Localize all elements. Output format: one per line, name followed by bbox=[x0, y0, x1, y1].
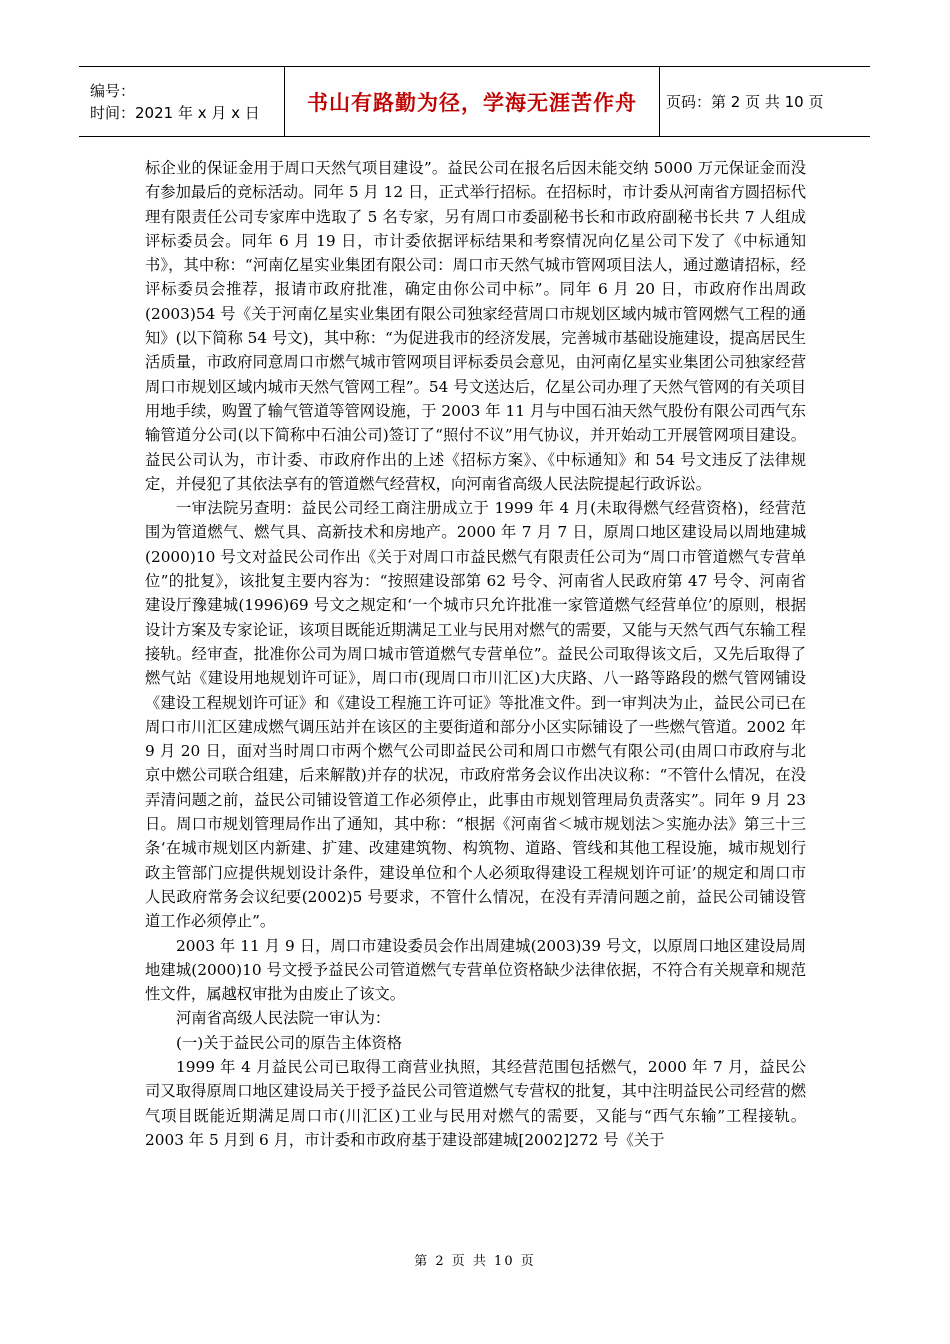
body-paragraph: 2003 年 11 月 9 日，周口市建设委员会作出周建城(2003)39 号文，以原周口地区建设局周地建城(2000)10 号文授予益民公司管道燃气专营单位资格缺少法律依据，不符合有关规章和规范性文件，属越权审批为由废止了该文。 bbox=[145, 936, 806, 1004]
body-paragraph: 一审法院另查明：益民公司经工商注册成立于 1999 年 4 月(未取得燃气经营资格)，经营范围为管道燃气、燃气具、高新技术和房地产。2000 年 7 月 7 日，原周口地区建设局以周地建城(2000)10 号文对益民公司作出《关于对周口市益民燃气有限责任公司为“周口市管道燃气专营单位”的批复》，该批复主要内容为：“按照建设部第 62 号令、河南省人民政府第 47 号令、河南省建设厅豫建城(1996)69 号文之规定和‘一个城市只允许批准一家管道燃气经营单位’的原则，根据设计方案及专家论证，该项目既能近期满足工业与民用对燃气的需要，又能与天然气西气东输工程接轨。经审查，批准你公司为周口城市管道燃气专营单位”。益民公司取得该文后，又先后取得了燃气站《建设用地规划许可证》，周口市(现周口市川汇区)大庆路、八一路等路段的燃气管网铺设《建设工程规划许可证》和《建设工程施工许可证》等批准文件。到一审判决为止，益民公司已在周口市川汇区建成燃气调压站并在该区的主要街道和部分小区实际铺设了一些燃气管道。2002 年 9 月 20 日，面对当时周口市两个燃气公司即益民公司和周口市燃气有限公司(由周口市政府与北京中燃公司联合组建，后来解散)并存的状况，市政府常务会议作出决议称：“不管什么情况，在没弄清问题之前，益民公司铺设管道工作必须停止，此事由市规划管理局负责落实”。同年 9 月 23 日。周口市规划管理局作出了通知，其中称：“根据《河南省＜城市规划法＞实施办法》第三十三条‘在城市规划区内新建、扩建、改建建筑物、构筑物、道路、管线和其他工程设施，城市规划行政主管部门应提供规划设计条件，建设单位和个人必须取得建设工程规划许可证’的规定和周口市人民政府常务会议纪要(2002)5 号要求，不管什么情况，在没有弄清问题之前，益民公司铺设管道工作必须停止”。 bbox=[145, 499, 806, 931]
document-number-label: 编号： bbox=[90, 81, 136, 100]
body-paragraph: 标企业的保证金用于周口天然气项目建设”。益民公司在报名后因未能交纳 5000 万元保证金而没有参加最后的竞标活动。同年 5 月 12 日，正式举行招标。在招标时，市计委从河南省方圆招标代理有限责任公司专家库中选取了 5 名专家，另有周口市委副秘书长和市政府副秘书长共 7 人组成评标委员会。同年 6 月 19 日，市计委依据评标结果和考察情况向亿星公司下发了《中标通知书》，其中称：“河南亿星实业集团有限公司：周口市天然气城市管网项目法人，通过邀请招标，经评标委员会推荐，报请市政府批准，确定由你公司中标”。同年 6 月 20 日，市政府作出周政(2003)54 号《关于河南亿星实业集团有限公司独家经营周口市规划区域内城市管网燃气工程的通知》(以下简称 54 号文)，其中称：“为促进我市的经济发展，完善城市基础设施建设，提高居民生活质量，市政府同意周口市燃气城市管网项目评标委员会意见，由河南亿星实业集团公司独家经营周口市规划区域内城市天然气管网工程”。54 号文送达后，亿星公司办理了天然气管网的有关项目用地手续，购置了输气管道等管网设施，于 2003 年 11 月与中国石油天然气股份有限公司西气东输管道分公司(以下简称中石油公司)签订了“照付不议”用气协议，并开始动工开展管网项目建设。益民公司认为，市计委、市政府作出的上述《招标方案》、《中标通知》和 54 号文违反了法律规定，并侵犯了其依法享有的管道燃气经营权，向河南省高级人民法院提起行政诉讼。 bbox=[145, 159, 806, 493]
header-meta bbox=[79, 67, 285, 136]
header-page-info: 页码：第 2 页 共 10 页 bbox=[666, 93, 824, 111]
page-header bbox=[79, 66, 870, 137]
body-paragraph: 河南省高级人民法院一审认为： bbox=[176, 1009, 391, 1028]
header-page-info-cell bbox=[660, 67, 870, 136]
header-motto: 书山有路勤为径，学海无涯苦作舟 bbox=[307, 90, 637, 115]
header-motto-cell bbox=[285, 67, 660, 136]
body-paragraph: 1999 年 4 月益民公司已取得工商营业执照，其经营范围包括燃气，2000 年 7 月，益民公司又取得原周口地区建设局关于授予益民公司管道燃气专营权的批复，其中注明益民公司经营的燃气项目既能近期满足周口市(川汇区)工业与民用对燃气的需要，又能与“西气东输”工程接轨。2003 年 5 月到 6 月，市计委和市政府基于建设部建城[2002]272 号《关于 bbox=[145, 1057, 806, 1149]
document-time-label: 时间：2021 年 x 月 x 日 bbox=[90, 103, 260, 122]
document-body bbox=[145, 156, 806, 1152]
page-footer: 第 2 页 共 10 页 bbox=[414, 1254, 536, 1269]
section-heading: (一)关于益民公司的原告主体资格 bbox=[176, 1033, 403, 1052]
